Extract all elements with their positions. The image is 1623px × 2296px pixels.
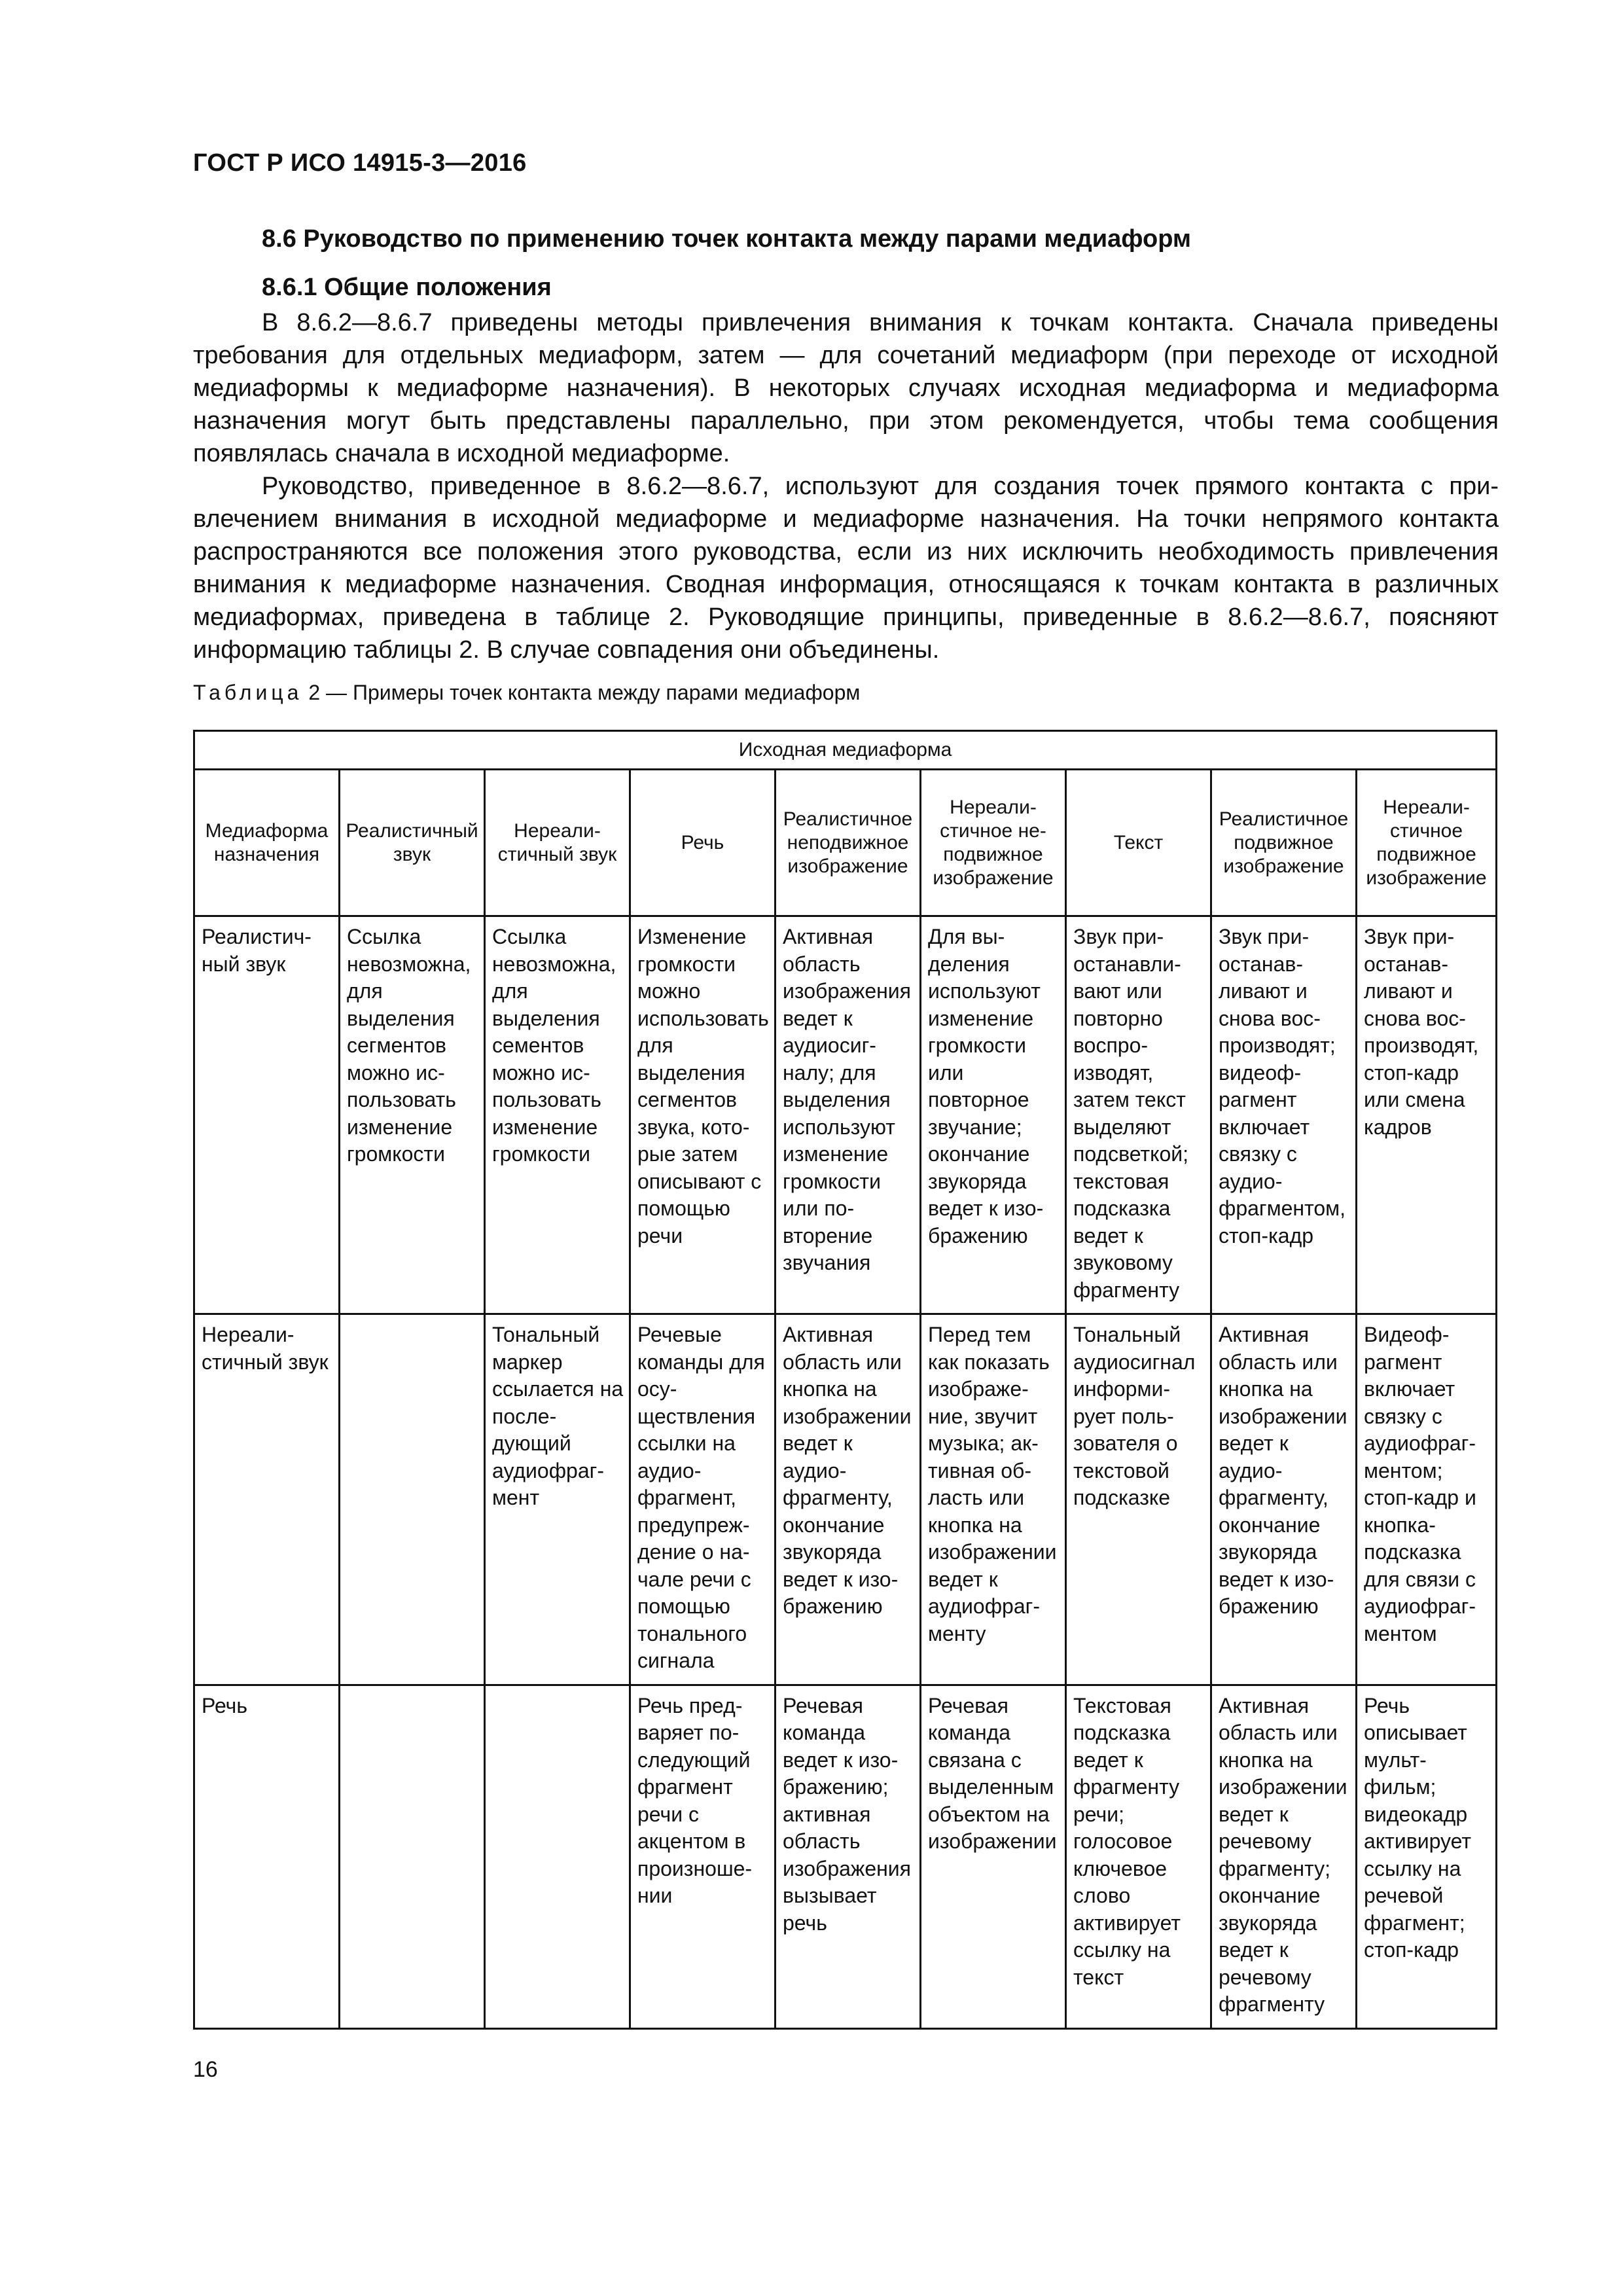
table-cell: [340, 1314, 485, 1685]
table-caption-text: 2 — Примеры точек контакта между парами медиаформ: [308, 681, 861, 704]
table-cell: Речь предваряет последующий фрагмент речи с акцентом в произношении: [630, 1685, 776, 2028]
table-cell: Для выделения используют изменение громкости или повторное звучание; окончание звукоряда ведет к изображению: [921, 916, 1066, 1314]
table-row: [194, 916, 1497, 1314]
table-cell: [340, 1685, 485, 2028]
table-cell: Тональный аудиосигнал информирует пользователя о текстовой подсказке: [1066, 1314, 1211, 1685]
table-cell: Текстовая подсказка ведет к фрагменту речи; голосовое ключевое слово активирует ссылку на текст: [1066, 1685, 1211, 2028]
paragraph-text: Руководство, приведенное в 8.6.2—8.6.7, используют для создания точек прямого контакта с привлечением внимания в исходной медиаформе и медиаформе назначения. На точки непрямого контакта распространяются все положения этого руководства, если из них исключить необходимость привлечения внимания к медиаформе назначения. Сводная информация, относящаяся к точкам контакта в различных медиаформах, приведена в таблице 2. Руководящие принципы, приведенные в 8.6.2—8.6.7, поясняют информацию таблицы 2. В случае совпадения они объединены.: [193, 473, 1499, 664]
table-caption-label: Таблица: [193, 681, 303, 704]
table-cell: Речь описывает мультфильм; видеокадр активирует ссылку на речевой фрагмент; стоп-кадр: [1357, 1685, 1497, 2028]
table-row: [194, 1314, 1497, 1685]
page-number: 16: [193, 2057, 218, 2082]
row-header-cell: Реалистичный звук: [194, 916, 340, 1314]
table-group-header-row: [194, 731, 1497, 770]
column-header: Нереалистичное подвижное изображение: [1357, 770, 1497, 916]
column-header: Речь: [630, 770, 776, 916]
table-cell: Активная область изображения ведет к аудиосигналу; для выделения используют изменение громкости или повторение звучания: [776, 916, 921, 1314]
table-cell: [485, 1685, 630, 2028]
table-cell: Активная область или кнопка на изображении ведет к аудиофрагменту, окончание звукоряда ведет к изображению: [776, 1314, 921, 1685]
subsection-title: 8.6.1 Общие положения: [262, 274, 552, 301]
column-header: Реалистичное подвижное изображение: [1211, 770, 1357, 916]
group-header-source-media: Исходная медиаформа: [194, 731, 1497, 770]
paragraph-text: В 8.6.2—8.6.7 приведены методы привлечения внимания к точкам контакта. Сначала приведены требования для отдельных медиаформ, затем — для сочетаний медиаформ (при переходе от исходной медиаформы к медиаформе назначения). В некоторых случаях исходная медиаформа и медиаформа назначения могут быть представлены параллельно, при этом рекомендуется, чтобы тема сообщения появлялась сначала в исходной медиаформе.: [193, 309, 1499, 467]
table-cell: Речевая команда связана с выделенным объектом на изображении: [921, 1685, 1066, 2028]
column-header: Реалистичный звук: [340, 770, 485, 916]
body-paragraph-2: [193, 470, 1499, 666]
body-paragraph-1: [193, 306, 1499, 470]
section-title: 8.6 Руководство по применению точек контакта между парами медиаформ: [262, 225, 1192, 253]
table-cell: Перед тем как показать изображение, звучит музыка; активная область или кнопка на изображении ведет к аудиофрагменту: [921, 1314, 1066, 1685]
table-cell: Изменение громкости можно использовать для выделения сегментов звука, которые затем описывают с помощью речи: [630, 916, 776, 1314]
table-cell: Активная область или кнопка на изображении ведет к речевому фрагменту; окончание звукоряда ведет к речевому фрагменту: [1211, 1685, 1357, 2028]
column-header: Нереалистичный звук: [485, 770, 630, 916]
table-cell: Звук приостанавливают и снова воспроизводят, стоп-кадр или смена кадров: [1357, 916, 1497, 1314]
table-cell: Речевые команды для осуществления ссылки на аудиофрагмент, предупреждение о начале речи с помощью тонального сигнала: [630, 1314, 776, 1685]
table-cell: Активная область или кнопка на изображении ведет к аудиофрагменту, окончание звукоряда ведет к изображению: [1211, 1314, 1357, 1685]
table-cell: Тональный маркер ссылается на последующий аудиофрагмент: [485, 1314, 630, 1685]
table-column-header-row: [194, 770, 1497, 916]
media-contact-table: [193, 730, 1497, 2030]
table-row: [194, 1685, 1497, 2028]
column-header: Реалистичное неподвижное изображение: [776, 770, 921, 916]
table-cell: Речевая команда ведет к изображению; активная область изображения вызывает речь: [776, 1685, 921, 2028]
table-cell: Ссылка невозможна, для выделения сегментов можно использовать изменение громкости: [340, 916, 485, 1314]
column-header: Нереалистичное неподвижное изображение: [921, 770, 1066, 916]
column-header: Медиаформа назначения: [194, 770, 340, 916]
row-header-cell: Нереалистичный звук: [194, 1314, 340, 1685]
row-header-cell: Речь: [194, 1685, 340, 2028]
table-cell: Ссылка невозможна, для выделения сементов можно использовать изменение громкости: [485, 916, 630, 1314]
table-caption: [193, 681, 860, 705]
table-cell: Видеофрагмент включает связку с аудиофрагментом; стоп-кадр и кнопка-подсказка для связи с аудиофрагментом: [1357, 1314, 1497, 1685]
table-cell: Звук приостанавливают и снова воспроизводят; видеофрагмент включает связку с аудиофрагментом, стоп-кадр: [1211, 916, 1357, 1314]
table-cell: Звук приостанавливают или повторно воспроизводят, затем текст выделяют подсветкой; текстовая подсказка ведет к звуковому фрагменту: [1066, 916, 1211, 1314]
document-header: ГОСТ Р ИСО 14915-3—2016: [193, 149, 527, 177]
column-header: Текст: [1066, 770, 1211, 916]
